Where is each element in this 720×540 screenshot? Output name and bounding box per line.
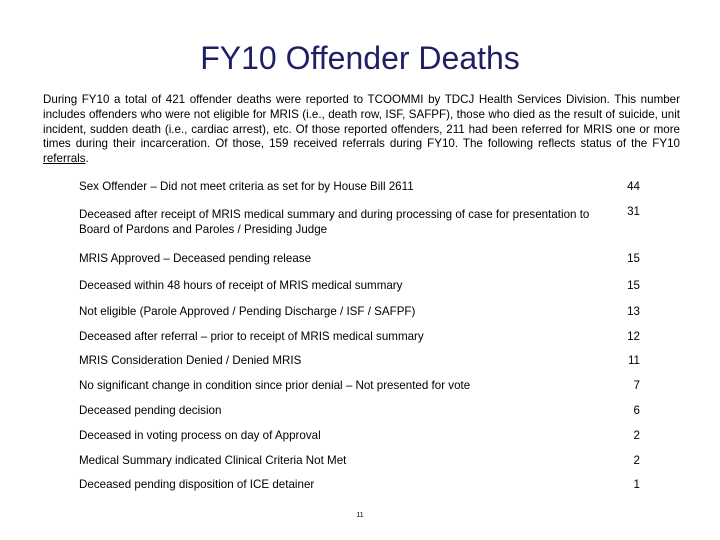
intro-underlined-word: referrals xyxy=(43,152,86,166)
row-label: MRIS Approved – Deceased pending release xyxy=(79,251,312,265)
row-count: 7 xyxy=(633,378,640,392)
row-label: Deceased after referral – prior to receipt of MRIS medical summary xyxy=(79,329,424,343)
row-count: 13 xyxy=(627,304,640,318)
table-row xyxy=(77,449,647,473)
row-label: Not eligible (Parole Approved / Pending Discharge / ISF / SAFPF) xyxy=(79,304,416,318)
table-row xyxy=(77,200,647,245)
table-row xyxy=(77,373,647,399)
row-label: Deceased after receipt of MRIS medical summary and during processing of case for presentation to Board of Pardons and Paroles / Presiding Judge xyxy=(79,207,590,236)
row-count: 44 xyxy=(627,180,640,194)
row-count: 2 xyxy=(633,453,640,467)
table-row xyxy=(77,423,647,449)
row-label: No significant change in condition since prior denial – Not presented for vote xyxy=(79,378,471,392)
intro-end: . xyxy=(85,152,89,166)
row-count: 15 xyxy=(627,278,640,292)
row-label: Medical Summary indicated Clinical Criteria Not Met xyxy=(79,453,347,467)
row-label: Sex Offender – Did not meet criteria as set for by House Bill 2611 xyxy=(79,180,414,194)
row-count: 2 xyxy=(633,428,640,442)
row-count: 1 xyxy=(633,478,640,492)
table-row xyxy=(77,399,647,423)
table-row xyxy=(77,175,647,200)
row-count: 15 xyxy=(627,251,640,265)
table-row xyxy=(77,245,647,273)
table-row xyxy=(77,273,647,299)
intro-paragraph xyxy=(43,93,680,167)
row-label: Deceased pending decision xyxy=(79,403,222,417)
row-count: 6 xyxy=(633,403,640,417)
table-row xyxy=(77,299,647,325)
page-number: 11 xyxy=(356,512,364,519)
table-row xyxy=(77,325,647,349)
row-count: 11 xyxy=(627,353,640,367)
page-title: FY10 Offender Deaths xyxy=(200,40,520,76)
intro-text: During FY10 a total of 421 offender deaths were reported to TCOOMMI by TDCJ Health Services Division. This number includes offenders who were not eligible for MRIS (i.e., death row, ISF, SAFPF), those who died as the result of suicide, unit incident, sudden death (i.e., cardiac arrest), etc. Of those reported offenders, 211 had been referred for MRIS one or more times during their incarceration. Of those, 159 received referrals during FY10. The following reflects status of the FY10 xyxy=(43,93,680,151)
table-row xyxy=(77,473,647,498)
row-label: Deceased within 48 hours of receipt of MRIS medical summary xyxy=(79,278,403,292)
row-label: Deceased pending disposition of ICE detainer xyxy=(79,478,315,492)
table-row xyxy=(77,349,647,373)
row-count: 31 xyxy=(627,205,640,218)
row-label: MRIS Consideration Denied / Denied MRIS xyxy=(79,353,302,367)
row-label: Deceased in voting process on day of Approval xyxy=(79,428,321,442)
status-table xyxy=(77,175,647,498)
row-count: 12 xyxy=(627,329,640,343)
